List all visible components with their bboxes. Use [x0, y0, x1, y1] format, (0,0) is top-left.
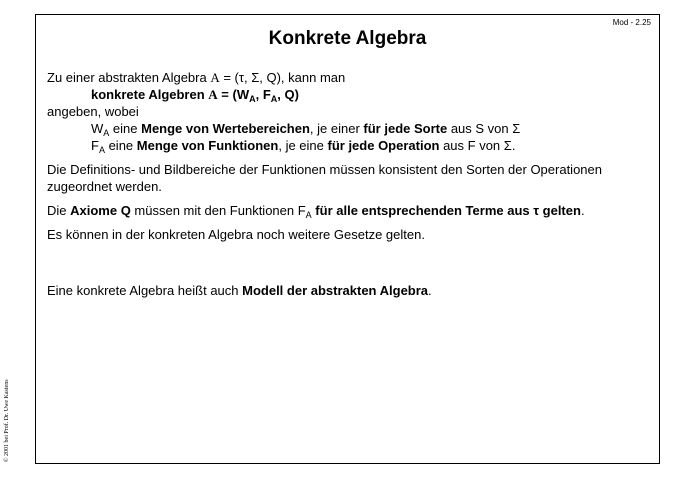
consistency-paragraph: Die Definitions- und Bildbereiche der Funktionen müssen konsistent den Sorten der Operationen zugeordnet werden.: [47, 162, 602, 194]
axioms-paragraph: Die Axiome Q müssen mit den Funktionen $F_A$ für alle entsprechenden Terme aus τ gelten.: [47, 203, 585, 220]
concrete-algebra-definition: konkrete Algebren $A = (W_A$, $F_A$, Q): [91, 87, 299, 104]
functions-line: $F_A$ eine Menge von Funktionen, je eine für jede Operation aus F von Σ.: [91, 138, 516, 155]
slide-id: Mod - 2.25: [612, 18, 651, 27]
model-paragraph: Eine konkrete Algebra heißt auch Modell der abstrakten Algebra.: [47, 283, 432, 298]
intro-line: Zu einer abstrakten Algebra A = (τ, Σ, Q), kann man: [47, 70, 346, 85]
slide-frame: [35, 14, 660, 464]
slide-title: Konkrete Algebra: [268, 28, 427, 49]
whereby-line: angeben, wobei: [47, 104, 139, 119]
further-laws-paragraph: Es können in der konkreten Algebra noch weitere Gesetze gelten.: [47, 227, 425, 242]
copyright-notice: © 2001 bei Prof. Dr. Uwe Kastens: [4, 379, 10, 462]
value-domains-line: $W_A$ eine Menge von Wertebereichen, je einer für jede Sorte aus S von Σ: [91, 121, 521, 138]
slide-body: [47, 69, 653, 299]
